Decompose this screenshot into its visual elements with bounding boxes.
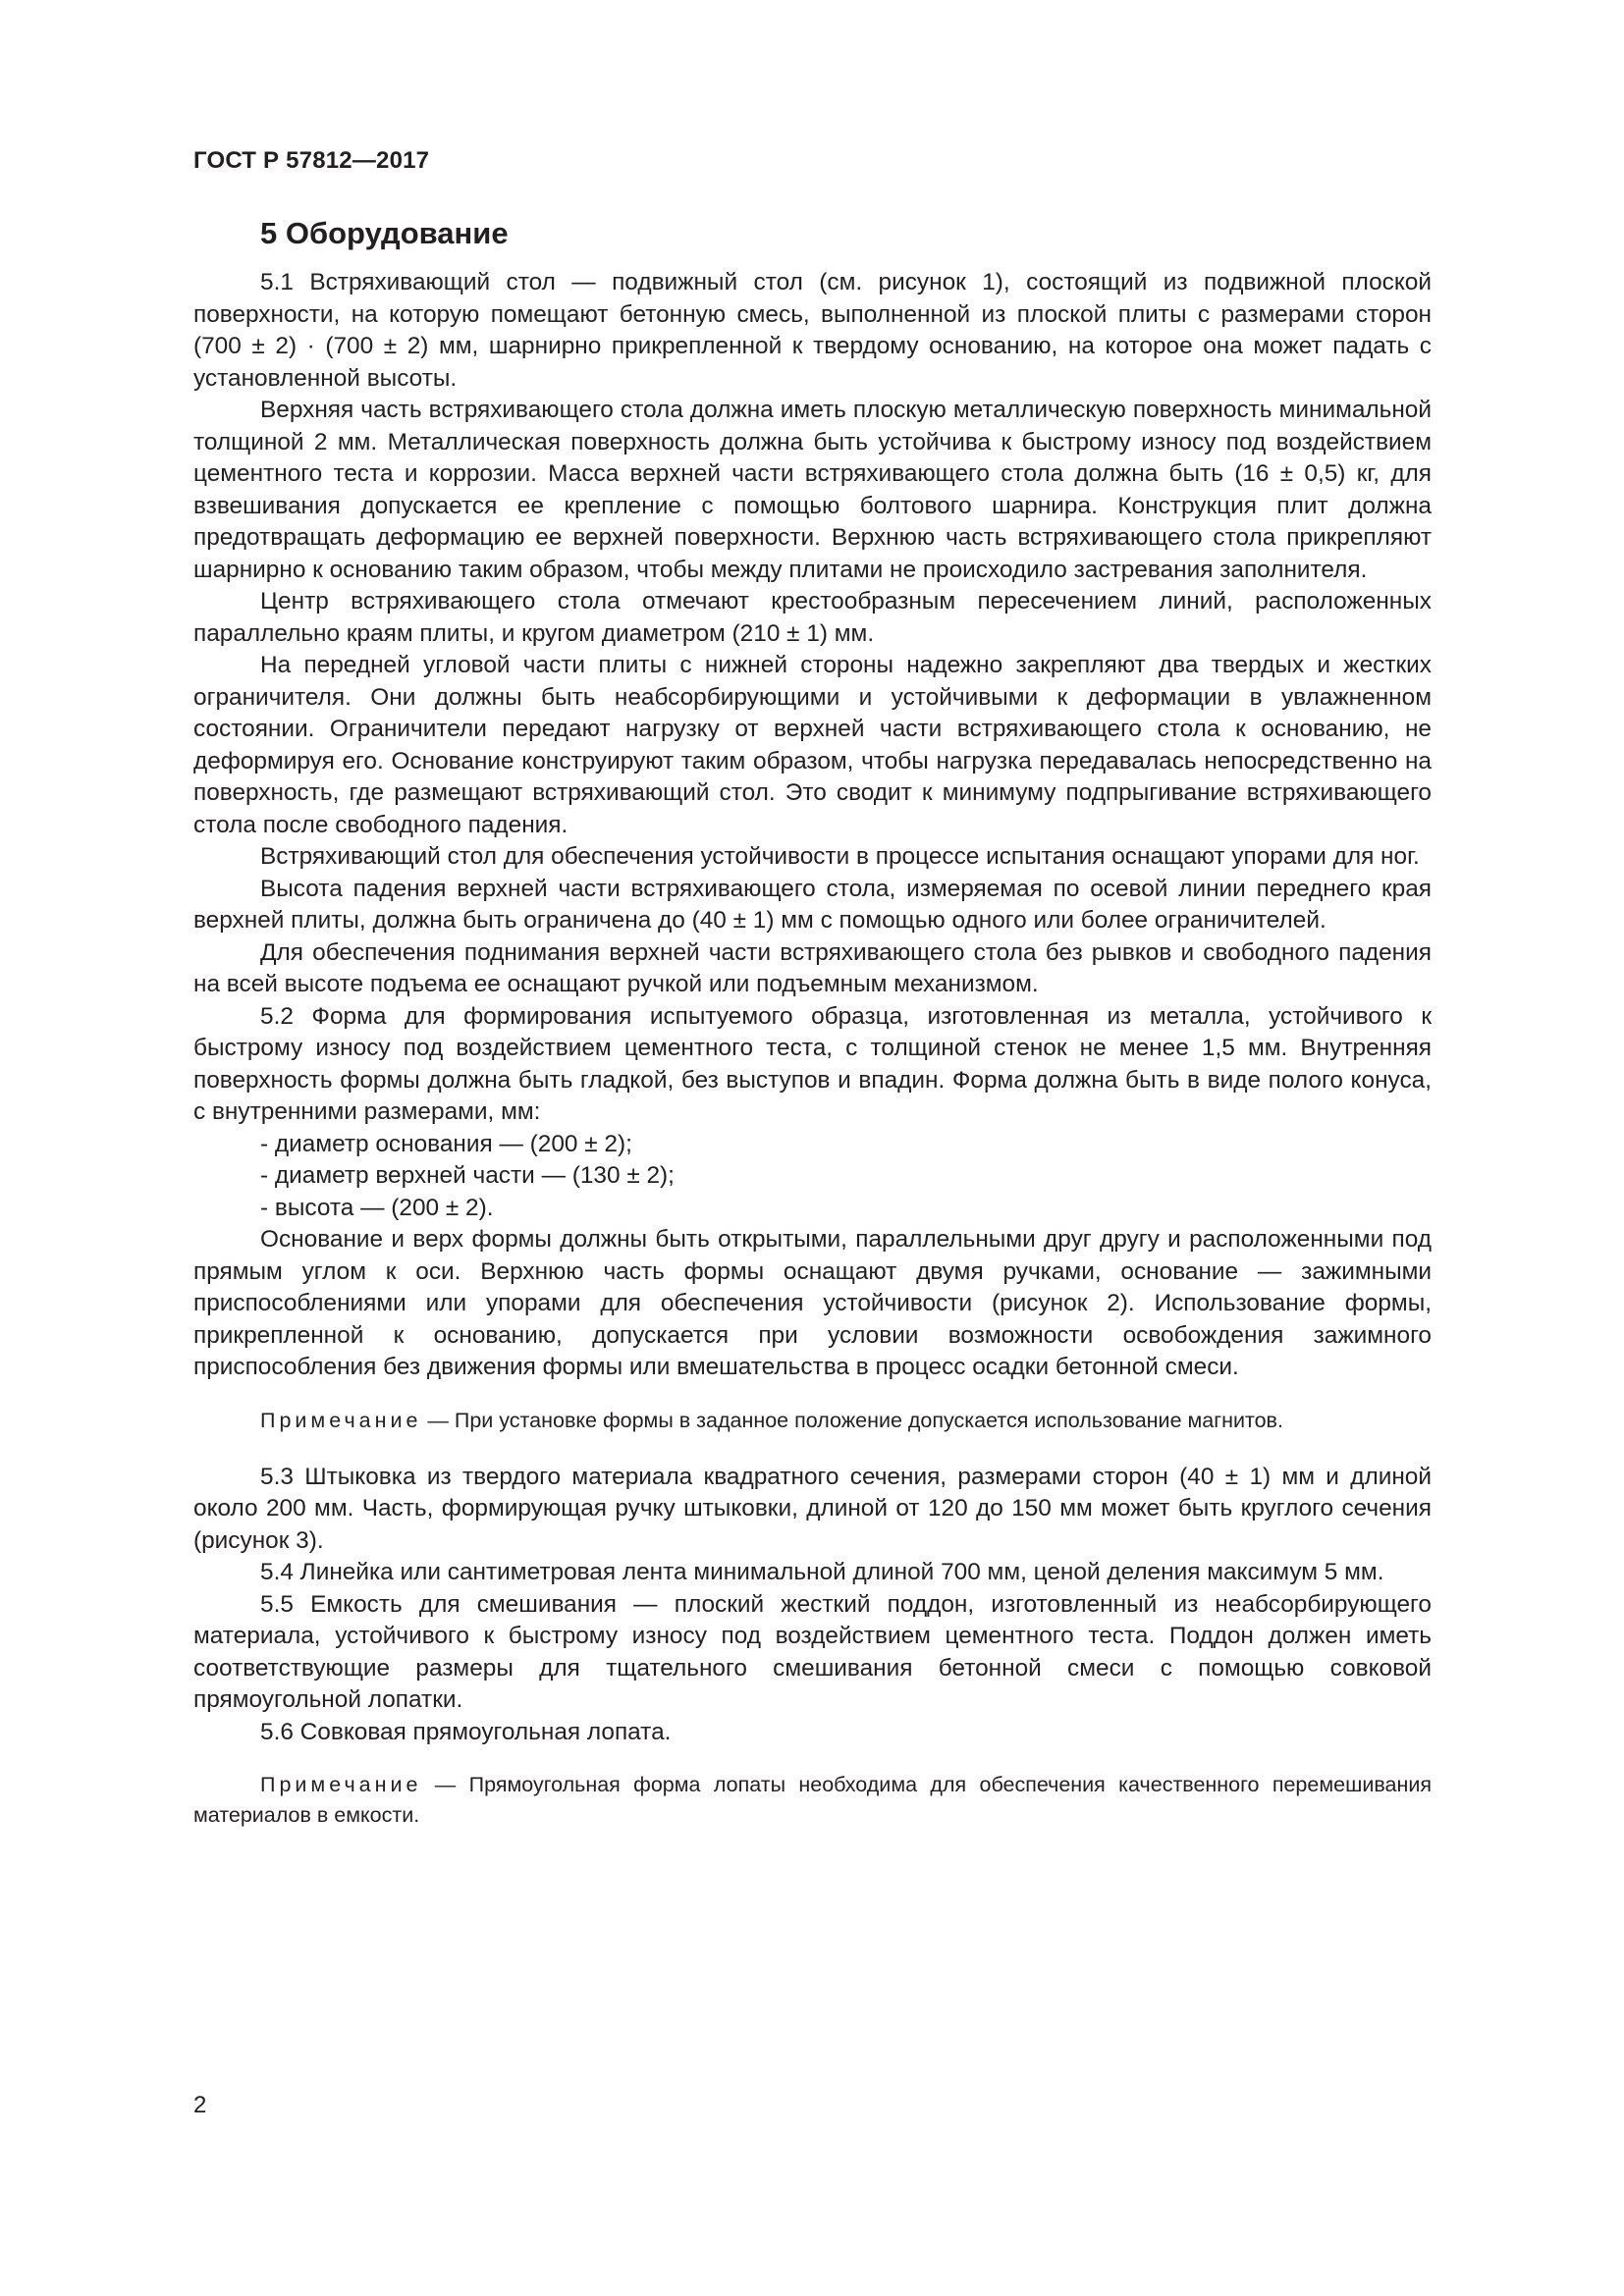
- section-content: [193, 216, 1432, 1856]
- paragraph: 5.1 Встряхивающий стол — подвижный стол (см. рисунок 1), состоящий из подвижной плоской поверхности, на которую помещают бетонную смесь, выполненной из плоской плиты с размерами сторон (700 ± 2) · (700 ± 2) мм, шарнирно прикрепленной к твердому основанию, на которое она может падать с установленной высоты.: [193, 269, 1432, 392]
- paragraph: 5.2 Форма для формирования испытуемого образца, изготовленная из металла, устойчивого к быстрому износу под воздействием цементного теста, с толщиной стенок не менее 1,5 мм. Внутренняя поверхность формы должна быть гладкой, без выступов и впадин. Форма должна быть в виде полого конуса, с внутренними размерами, мм:: [193, 1002, 1432, 1125]
- paragraph: 5.4 Линейка или сантиметровая лента минимальной длиной 700 мм, ценой деления максимум 5 мм.: [260, 1559, 1384, 1585]
- paragraph: 5.6 Совковая прямоугольная лопата.: [260, 1718, 672, 1745]
- note-label: Примечание: [260, 1408, 422, 1432]
- section-title: 5 Оборудование: [260, 216, 509, 250]
- list-item: - высота — (200 ± 2).: [260, 1194, 494, 1221]
- note: [193, 1406, 1432, 1436]
- page-number: 2: [193, 2092, 207, 2118]
- list-item: - диаметр основания — (200 ± 2);: [260, 1130, 632, 1157]
- paragraph: Основание и верх формы должны быть открытыми, параллельными друг другу и расположенными под прямым углом к оси. Верхнюю часть формы оснащают двумя ручками, основание — зажимными приспособлениями или упорами для обеспечения устойчивости (рисунок 2). Использование формы, прикрепленной к основанию, допускается при условии возможности освобождения зажимного приспособления без движения формы или вмешательства в процесс осадки бетонной смеси.: [193, 1226, 1432, 1380]
- note: [193, 1770, 1432, 1831]
- paragraph: Для обеспечения поднимания верхней части встряхивающего стола без рывков и свободного падения на всей высоте подъема ее оснащают ручкой или подъемным механизмом.: [193, 938, 1432, 997]
- paragraph: Высота падения верхней части встряхивающего стола, измеряемая по осевой линии переднего края верхней плиты, должна быть ограничена до (40 ± 1) мм с помощью одного или более ограничителей.: [193, 875, 1432, 934]
- document-code-header: ГОСТ Р 57812—2017: [193, 147, 430, 174]
- paragraph: 5.3 Штыковка из твердого материала квадратного сечения, размерами сторон (40 ± 1) мм и длиной около 200 мм. Часть, формирующая ручку штыковки, длиной от 120 до 150 мм может быть круглого сечения (рисунок 3).: [193, 1463, 1432, 1554]
- paragraph: 5.5 Емкость для смешивания — плоский жесткий поддон, изготовленный из неабсорбирующего материала, устойчивого к быстрому износу под воздействием цементного теста. Поддон должен иметь соответствующие размеры для тщательного смешивания бетонной смеси с помощью совковой прямоугольной лопатки.: [193, 1590, 1432, 1713]
- paragraph: Центр встряхивающего стола отмечают крестообразным пересечением линий, расположенных параллельно краям плиты, и кругом диаметром (210 ± 1) мм.: [193, 588, 1432, 647]
- note-text: — При установке формы в заданное положение допускается использование магнитов.: [421, 1408, 1283, 1432]
- dimensions-list: [193, 1129, 1432, 1225]
- note-label: Примечание: [260, 1773, 422, 1796]
- note-text: — Прямоугольная форма лопаты необходима для обеспечения качественного перемешивания материалов в емкости.: [193, 1773, 1432, 1827]
- paragraph: Встряхивающий стол для обеспечения устойчивости в процессе испытания оснащают упорами для ног.: [260, 843, 1420, 870]
- paragraph: Верхняя часть встряхивающего стола должна иметь плоскую металлическую поверхность минимальной толщиной 2 мм. Металлическая поверхность должна быть устойчива к быстрому износу под воздействием цементного теста и коррозии. Масса верхней части встряхивающего стола должна быть (16 ± 0,5) кг, для взвешивания допускается ее крепление с помощью болтового шарнира. Конструкция плит должна предотвращать деформацию ее верхней поверхности. Верхнюю часть встряхивающего стола прикрепляют шарнирно к основанию таким образом, чтобы между плитами не происходило застревания заполнителя.: [193, 397, 1432, 583]
- list-item: - диаметр верхней части — (130 ± 2);: [260, 1162, 675, 1189]
- paragraph: На передней угловой части плиты с нижней стороны надежно закрепляют два твердых и жестких ограничителя. Они должны быть неабсорбирующими и устойчивыми к деформации в увлажненном состоянии. Ограничители передают нагрузку от верхней части встряхивающего стола к основанию, не деформируя его. Основание конструируют таким образом, чтобы нагрузка передавалась непосредственно на поверхность, где размещают встряхивающий стол. Это сводит к минимуму подпрыгивание встряхивающего стола после свободного падения.: [193, 652, 1432, 838]
